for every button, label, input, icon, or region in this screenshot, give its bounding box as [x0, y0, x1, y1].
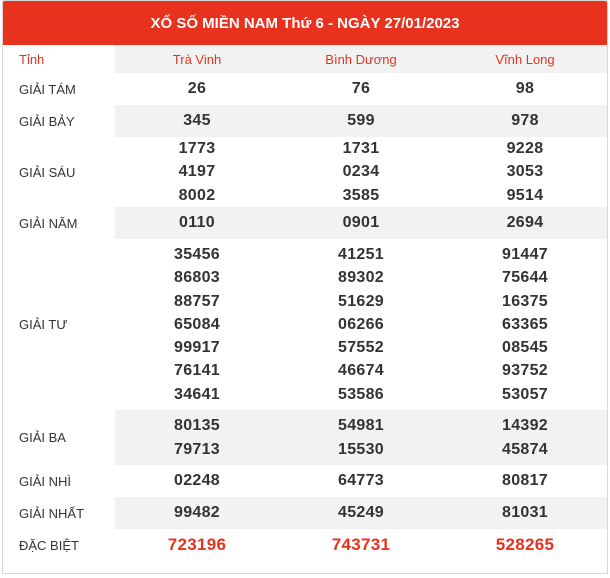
prize-cell [279, 497, 443, 529]
prize-number: 93752 [502, 362, 548, 380]
prize-row-giai-nhat [3, 497, 607, 529]
prize-number: 75644 [502, 269, 548, 287]
prize-number: 57552 [338, 339, 384, 357]
results-table [3, 45, 607, 561]
prize-number: 1731 [342, 140, 380, 158]
prize-cell [443, 207, 607, 239]
prize-number: 99917 [174, 339, 220, 357]
prize-label: GIẢI SÁU [19, 164, 76, 180]
prize-cell [115, 465, 279, 497]
prize-number: 88757 [174, 292, 220, 310]
prize-number: 34641 [174, 385, 220, 403]
province-vinh-long[interactable]: Vĩnh Long [443, 45, 607, 73]
prize-cell [279, 465, 443, 497]
prize-number: 16375 [502, 292, 548, 310]
prize-cell [279, 529, 443, 561]
prize-number: 0234 [342, 163, 380, 181]
prize-label: ĐẶC BIỆT [19, 537, 79, 553]
prize-number: 345 [183, 112, 211, 130]
prize-number: 86803 [174, 269, 220, 287]
prize-cell [115, 529, 279, 561]
prize-number: 35456 [174, 245, 220, 263]
prize-number: 41251 [338, 245, 384, 263]
prize-number: 599 [347, 112, 375, 130]
prize-cell [443, 137, 607, 207]
prize-number: 51629 [338, 292, 384, 310]
results-panel [2, 0, 608, 574]
page-title: XỔ SỐ MIỀN NAM Thứ 6 - NGÀY 27/01/2023 [3, 1, 607, 45]
prize-row-giai-nhi [3, 465, 607, 497]
prize-label: GIẢI TƯ [19, 317, 68, 332]
special-prize-number: 723196 [167, 535, 227, 555]
prize-number: 76 [351, 80, 371, 98]
prize-row-dac-biet [3, 529, 607, 561]
province-binh-duong[interactable]: Bình Dương [279, 45, 443, 73]
prize-number: 81031 [502, 504, 548, 522]
prize-row-giai-ba [3, 410, 607, 465]
prize-number: 45874 [502, 440, 548, 458]
prize-label: GIẢI BẢY [19, 113, 75, 129]
prize-label: GIẢI NĂM [19, 215, 78, 231]
prize-number: 3585 [342, 186, 380, 204]
prize-number: 3053 [506, 163, 544, 181]
prize-number: 46674 [338, 362, 384, 380]
prize-cell [115, 207, 279, 239]
prize-cell [115, 73, 279, 105]
prize-row-giai-bay [3, 105, 607, 137]
prize-number: 8002 [178, 186, 216, 204]
prize-number: 02248 [174, 472, 220, 490]
prize-number: 9514 [506, 186, 544, 204]
prize-number: 53057 [502, 385, 548, 403]
prize-label: GIẢI TÁM [19, 81, 76, 97]
prize-cell [443, 410, 607, 465]
prize-number: 99482 [174, 504, 220, 522]
prize-number: 1773 [178, 140, 216, 158]
prize-row-giai-nam [3, 207, 607, 239]
prize-number: 63365 [502, 315, 548, 333]
prize-number: 4197 [178, 163, 216, 181]
prize-number: 0901 [342, 214, 380, 232]
special-prize-number: 743731 [331, 535, 391, 555]
prize-cell [443, 239, 607, 410]
province-header-label: Tỉnh [19, 51, 45, 67]
prize-cell [115, 497, 279, 529]
prize-cell [279, 105, 443, 137]
prize-cell [115, 105, 279, 137]
prize-number: 65084 [174, 315, 220, 333]
prize-number: 98 [515, 80, 535, 98]
prize-number: 14392 [502, 417, 548, 435]
prize-row-giai-sau [3, 137, 607, 207]
prize-row-giai-tam [3, 73, 607, 105]
prize-cell [443, 105, 607, 137]
province-tra-vinh[interactable]: Trà Vinh [115, 45, 279, 73]
prize-row-giai-tu [3, 239, 607, 410]
prize-number: 2694 [506, 214, 544, 232]
prize-number: 15530 [338, 440, 384, 458]
prize-number: 9228 [506, 140, 544, 158]
prize-number: 76141 [174, 362, 220, 380]
prize-cell [443, 497, 607, 529]
prize-cell [443, 465, 607, 497]
prize-cell [115, 410, 279, 465]
prize-number: 08545 [502, 339, 548, 357]
prize-number: 79713 [174, 440, 220, 458]
prize-number: 80135 [174, 417, 220, 435]
prize-cell [279, 207, 443, 239]
prize-cell [279, 410, 443, 465]
prize-number: 0110 [179, 214, 215, 232]
prize-number: 91447 [502, 245, 548, 263]
prize-cell [279, 239, 443, 410]
prize-label: GIẢI NHÌ [19, 473, 72, 489]
prize-number: 53586 [338, 385, 384, 403]
prize-cell [279, 73, 443, 105]
prize-number: 64773 [338, 472, 384, 490]
prize-cell [115, 137, 279, 207]
prize-number: 26 [187, 80, 207, 98]
prize-number: 80817 [502, 472, 548, 490]
prize-label: GIẢI BA [19, 430, 66, 445]
prize-label: GIẢI NHẤT [19, 505, 85, 521]
prize-cell [443, 529, 607, 561]
prize-cell [443, 73, 607, 105]
prize-number: 06266 [338, 315, 384, 333]
prize-number: 978 [511, 112, 539, 130]
table-header-row [3, 45, 607, 73]
prize-cell [279, 137, 443, 207]
prize-number: 54981 [338, 417, 384, 435]
prize-number: 45249 [338, 504, 384, 522]
prize-cell [115, 239, 279, 410]
prize-number: 89302 [338, 269, 384, 287]
special-prize-number: 528265 [495, 535, 555, 555]
